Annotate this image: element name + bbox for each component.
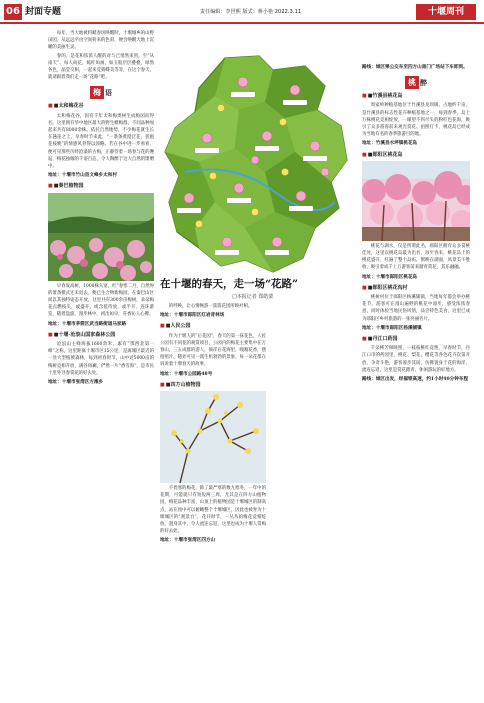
subheading-zhuxi: ■ ■竹溪县桃花岛: [362, 93, 470, 100]
subheading-danjiangkou: ■ ■丹江口药园: [362, 336, 470, 343]
subheading-yunyang-island: ■ ■郧阳区桃花岛: [362, 152, 470, 159]
sifangshan-photo: [160, 391, 266, 483]
peach-tag-box: 桃: [405, 76, 419, 89]
taihe-address: 地址：十堰市竹山县文峰乡太和村: [48, 173, 117, 179]
sifangshan-address: 地址：十堰市张湾区四方山: [160, 538, 216, 544]
zhuxi-paragraph: 周家岭种植基地位于竹溪县龙坝镇，占地约千亩，是竹溪县的标志性花卉种植基地之一，每到春季，岛上万株桃花竞相绽放，一眼望不到尽头的粉红色花海，吸引了众多游客前来观光赏花、拍照打卡，桃花岛已经成为当地有名的春季旅游目的地。: [362, 103, 470, 138]
qinba-paragraph: 早春发高树，1000株矢宽、红“春寒二月，自然界的萧条模式还未退去，便已生合物新梅园，在秦巴山区间以其独特姿态开放，这里共有300余亩梅树，朵朵梅花点燃枝头，或盛开，或含苞待放，或半开，连环游览，随着盘旋，漫步林中，初出如早，芬香沁人心脾。: [48, 283, 154, 318]
qinba-photo: [48, 193, 154, 281]
peach-tag-rest: 醉: [420, 79, 427, 88]
zhuxi-address: 地址：竹溪县水坪镇桃花岛: [362, 141, 418, 147]
yunyang-island-address: 地址：十堰市郧阳区桃花岛: [362, 274, 418, 280]
page-header: [0, 0, 484, 24]
column-left: [48, 30, 154, 703]
subheading-qinba: ■ ■秦巴植物园: [48, 183, 154, 190]
column-middle: [160, 303, 266, 703]
section-title: 封面专题: [25, 7, 62, 17]
peach-tag: [362, 76, 470, 89]
canglang-paragraph: 沧浪山主峰海拔1600余米，素有“鄂西北第一峰”之称，这里距离十堰市区15公里，是离城区最近的一处大型植被森林，每到初春时节，山中近5000亩的梅树竞相开放，满谷斑斓，俨然一片“香雪海”，是市民十里外寻春赏花的好去处。: [48, 342, 154, 376]
subheading-canglang: ■ ■十堰·沧浪山国家森林公园: [48, 332, 154, 339]
column-right: [362, 62, 470, 703]
subheading-taihe: ■ ■太和梅花谷: [48, 103, 154, 110]
article-byline: □本报记者 郑皓蒙: [232, 294, 274, 300]
people-park-paragraph: 作为十堰人的“后花园”，春天的第一抹花色，人民公园有不同花的观赏项目，公园内的梅花主要集中在万春山，三五成群的游人，徜徉在花海里，嗅嗅花香，摆拍照片，随处可见一派生机勃勃的景象，每一朵花都在诉说着十堰春天的故事。: [160, 333, 266, 368]
plum-tag: [48, 86, 154, 99]
intro-paragraph-2: 春的，是花和浓浓人醒的对与已悄然来到。至“从南天”、每人尚花，嫣红如画，如玉般层层叠叠，绿然各色，晶莹交相，一起来竞猜蝶美等等，在这个春天，就请跟着我们走一场“花路”吧。: [48, 53, 154, 81]
plum-tag-box: 梅: [90, 86, 104, 99]
sifangshan-route: 路线：城区乘公交车至四方山南门广场站下车即到。: [362, 65, 468, 70]
flower-map-illustration: [155, 52, 353, 278]
yunyang-island-paragraph: 桃花与湖水，仅是所谓此名，郧阳区拥有众多赏桃佳处，这里以桃花岛最为出名，每至春来，桃花岛上的桃花盛开，红遍了整个岛屿，倒映在湖面，风景美不胜收，吸引着成千上万游客前来踏青赏花，其乐融融。: [362, 243, 470, 271]
editor-meta: 责任编辑：李世熙 版式：蒋小艳 2022.3.11: [200, 9, 302, 15]
danjiangkou-paragraph: 千朵桃芳相映照，一枝枝桃红竞艳，早春时节，丹江口市的药园里，桃花、梨花、樱花等各色花卉次第开放，争奇斗艳，游客漫步其间，仿佛置身于花的海洋，流连忘返，这里是赏花踏青、休闲游玩的好地方。: [362, 346, 470, 373]
taihe-paragraph: 太和梅花谷，因有千年太和梅奥树生成梅园而得名。这里拥有华中地区最大的野生蜡梅群，不同品种加起来共有8000余株。依托自然地势，不少梅花就生长在悬崖之上，早春时节来此，“一条条黄澄泛花，犹抱花枝映”的情感风骨得以领略。若在谷中进一步看看，便可见那些历经沧桑的古梅，正静待着一场春与花的邂逅，梅花独倾的千姿百态，令人陶醉于这大自然的馈赠中。: [48, 113, 154, 170]
sifangshan-paragraph: 不畏寒的梅花，除了最严寒的数九寒冬，一年中的花期，可能就只有短短两三周，尤其是在四方山植物园，梅花品种丰富，山顶上的植物园是十堰城区的制高点，站在园中可以俯瞰整个十堰城区，因此也被誉为十堰城区的“观景台”，花开时节，一丛丛的梅花竞相绽放，置身其中，令人流连忘返，这里也成为十堰人赏梅的好去处。: [160, 486, 266, 535]
page-number: 06: [4, 4, 22, 20]
taohuagou-paragraph: 桃树村位于郧阳区杨溪铺镇，当地每年都会举办桃花节，游客可在漫山遍野的桃花中漫步，感受浓浓春意，同时体验当地民俗风情，品尝特色美食，这里已成为郧阳区乡村旅游的一张亮丽名片。: [362, 295, 470, 322]
canglang-address: 地址：十堰市张湾区方滩乡: [48, 380, 104, 386]
subheading-sifangshan: ■ ■四方山植物园: [160, 382, 266, 389]
article-headline: 在十堰的春天，走一场“花路”: [160, 278, 299, 290]
masthead-badge: 十堰周刊: [416, 4, 476, 20]
peach-island-photo: [362, 161, 470, 241]
qinba-address: 地址：十堰市茅箭区武当路街道马家路: [48, 321, 127, 327]
hongyanbei-address: 地址：十堰市郧阳区红岩背林场: [160, 313, 225, 319]
middle-lead: 的呼唤，让心情畅游一簇簇花团所映衬相。: [168, 304, 253, 309]
intro-paragraph: 每年，当大地被料峭春风唤醒时，十堰城乡的山野田园，从远远平由空间荷来的色彩，便会唤醒大地上沉睡的美丽生灵。: [48, 31, 154, 51]
danjiangkou-route: 路线：城区出发，经福银高速，约1小时40分钟车程: [362, 377, 469, 383]
plum-tag-rest: 语: [105, 89, 112, 98]
taohuagou-address: 地址：十堰市郧阳区杨溪铺镇: [362, 325, 422, 331]
people-park-address: 地址：十堰市公园路48号: [160, 371, 213, 377]
subheading-people-park: ■ ■人民公园: [160, 323, 266, 330]
subheading-taohuagou: ■ ■郧阳区桃花沟村: [362, 285, 470, 292]
